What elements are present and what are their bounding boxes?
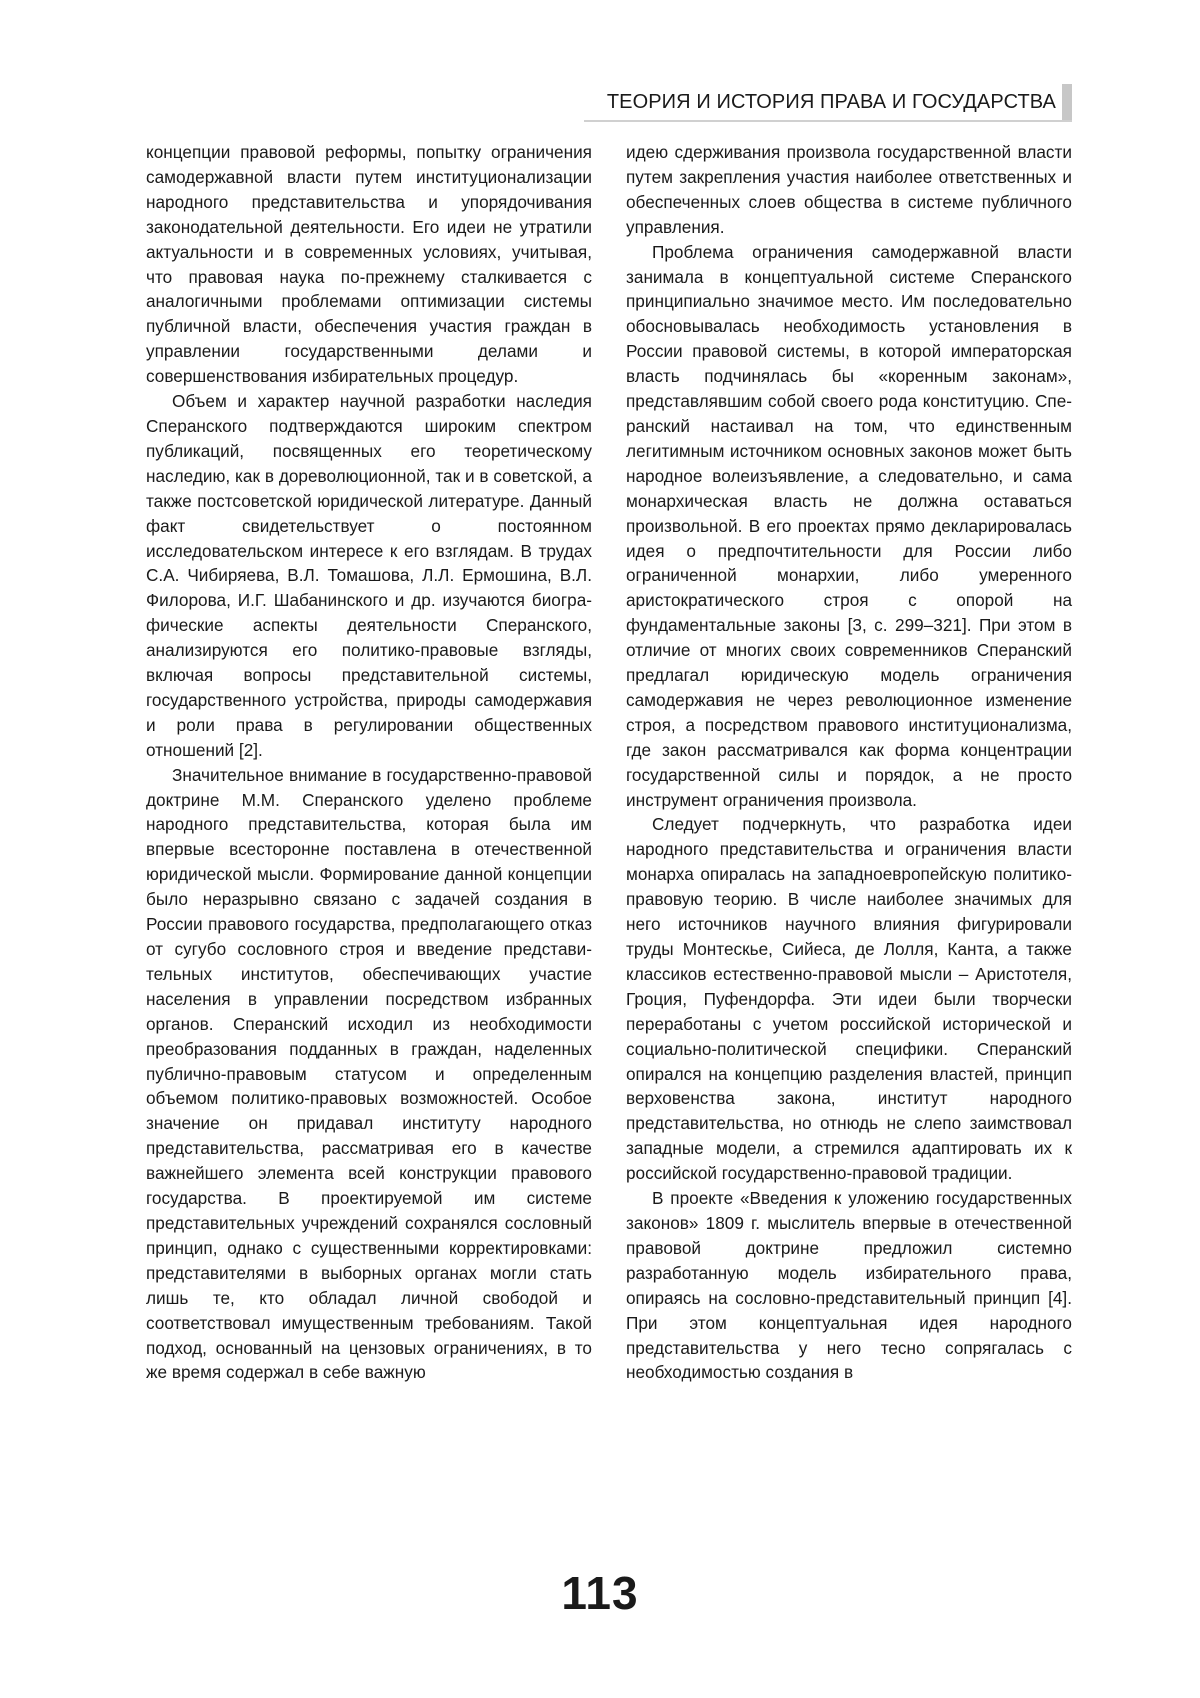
left-paragraph-2: Объем и характер научной разработки на­следия Сперанского подтверждаются широким спектром публикаций, посвященных его теоре­тическому наследию, как в дореволюционной, так и в советской, а также постсоветской юри­дической литературе. Данный факт свидетель­ствует о постоянном исследовательском инте­ресе к его взглядам. В трудах С.А. Чибиряева, В.Л. Томашова, Л.Л. Ермошина, В.Л. Филоро­ва, И.Г. Шабанинского и др. изучаются биогра­фические аспекты деятельности Сперанского, анализируются его политико-правовые взгля­ды, включая вопросы представительной си­стемы, государственного устройства, природы самодержавия и роли права в регулировании общественных отношений [2]. (146, 389, 592, 763)
right-paragraph-2: Проблема ограничения самодержавной власти занимала в концептуальной системе Сперанского принципиально значимое место. Им последовательно обосновывалась необ­ходимость установления в России правовой системы, в которой императорская власть под­чинялась бы «коренным законам», представ­лявшим собой своего рода конституцию. Спе­ранский настаивал на том, что единственным легитимным источником основных законов может быть народное волеизъявление, а сле­довательно, и сама монархическая власть не должна оставаться произвольной. В его проек­тах прямо декларировалась идея о предпочти­тельности для России либо ограниченной мо­нархии, либо умеренного аристократического строя с опорой на фундаментальные законы [3, с. 299–321]. При этом в отличие от многих своих современников Сперанский предлагал юридическую модель ограничения самодержа­вия не через революционное изменение строя, а посредством правового институционализма, где закон рассматривался как форма концен­трации государственной силы и порядок, а не просто инструмент ограничения произвола. (626, 240, 1072, 813)
left-paragraph-1: концепции правовой реформы, попытку огра­ничения самодержавной власти путем инсти­туционализации народного представительства и упорядочивания законодательной деятель­ности. Его идеи не утратили актуальности и в современных условиях, учитывая, что право­вая наука по-прежнему сталкивается с анало­гичными проблемами оптимизации системы публичной власти, обеспечения участия граж­дан в управлении государственными делами и совершенствования избирательных процедур. (146, 140, 592, 389)
left-paragraph-3: Значительное внимание в государственно-правовой доктрине М.М. Сперанского уделено проблеме народного представительства, кото­рая была им впервые всесторонне поставлена в отечественной юридической мысли. Форми­рование данной концепции было неразрывно связано с задачей создания в России правово­го государства, предполагающего отказ от су­губо сословного строя и введение представи­тельных институтов, обеспечивающих участие населения в управлении посредством избран­ных органов. Сперанский исходил из необходи­мости преобразования подданных в граждан, наделенных публично-правовым статусом и определенным объемом политико-правовых возможностей. Особое значение он придавал институту народного представительства, рас­сматривая его в качестве важнейшего элемен­та всей конструкции правового государства. В проектируемой им системе представительных учреждений сохранялся сословный принцип, однако с существенными корректировками: представителями в выборных органах могли стать лишь те, кто обладал личной свободой и соответствовал имущественным требованиям. Такой подход, основанный на цензовых ограни­чениях, в то же время содержал в себе важную (146, 763, 592, 1386)
header-rule (584, 120, 1072, 122)
section-title: ТЕОРИЯ И ИСТОРИЯ ПРАВА И ГОСУДАРСТВА (584, 84, 1062, 120)
right-paragraph-1: идею сдерживания произвола государственной власти путем закрепления участия наиболее ответственных и обеспеченных слоев обще­ства в системе публичного управления. (626, 140, 1072, 240)
running-header (584, 84, 1072, 120)
header-accent-block (1062, 84, 1072, 120)
right-paragraph-3: Следует подчеркнуть, что разработка идеи народного представительства и ограничения власти монарха опиралась на западноевро­пейскую политико-правовую теорию. В числе наиболее значимых для него источников науч­ного влияния фигурировали труды Монтескье, Сийеса, де Лолля, Канта, а также классиков естественно-правовой мысли – Аристотеля, Гроция, Пуфендорфа. Эти идеи были творче­ски переработаны с учетом российской истори­ческой и социально-политической специфики. Сперанский опирался на концепцию разделе­ния властей, принцип верховенства закона, институт народного представительства, но от­нюдь не слепо заимствовал западные модели, а стремился адаптировать их к российской го­сударственно-правовой традиции. (626, 812, 1072, 1186)
page-number: 113 (0, 1566, 1200, 1620)
left-column (146, 140, 592, 1385)
right-column (626, 140, 1072, 1385)
right-paragraph-4: В проекте «Введения к уложению государ­ственных законов» 1809 г. мыслитель впервые в отечественной правовой доктрине предложил системно разработанную модель избиратель­ного права, опираясь на сословно-представи­тельный принцип [4]. При этом концептуальная идея народного представительства у него тес­но сопрягалась с необходимостью создания в (626, 1186, 1072, 1385)
